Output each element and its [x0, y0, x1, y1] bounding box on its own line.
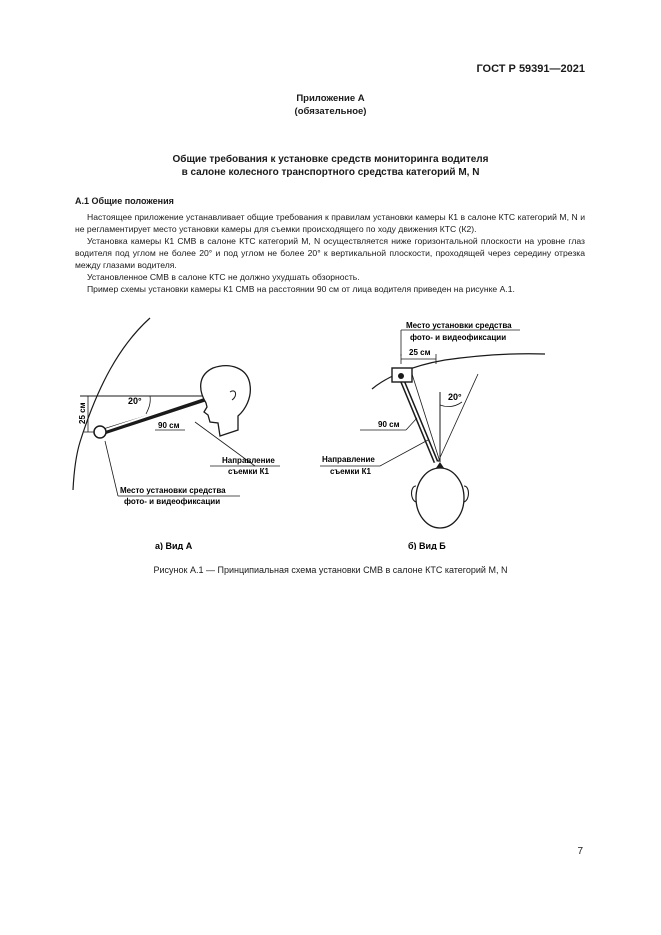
camera-lens-icon — [398, 373, 404, 379]
distance-label-a: 90 см — [158, 421, 180, 430]
right-ear-icon — [464, 486, 469, 502]
angle-label-a: 20° — [128, 396, 142, 406]
view-a — [73, 318, 280, 550]
distance-label-b: 90 см — [378, 420, 400, 429]
camera-sight-a — [101, 399, 205, 433]
figure-caption: Рисунок А.1 — Принципиальная схема установки СМВ в салоне КТС категорий M, N — [153, 565, 508, 575]
place-label-a-2: фото- и видеофиксации — [124, 497, 221, 506]
section-title: А.1 Общие положения — [75, 196, 174, 206]
place-label-b-1: Место установки средства — [406, 321, 512, 330]
paragraph: Установка камеры К1 СМВ в салоне КТС категорий M, N осуществляется ниже горизонтальной плоскости на уровне глаз водителя под углом не более 20° и под углом не более 20° к вертикальной плоскости, проходящей через середину отрезка между глазами водителя. — [75, 236, 585, 270]
angle-arc-a — [146, 396, 150, 414]
place-label-a-1: Место установки средства — [120, 486, 226, 495]
heading-line-2: в салоне колесного транспортного средства категорий M, N — [181, 167, 480, 178]
place-label-b-2: фото- и видеофиксации — [410, 333, 507, 342]
height-label-a: 25 см — [78, 402, 87, 424]
view-b-label: б) Вид Б — [408, 541, 446, 550]
driver-head-side — [201, 366, 251, 436]
view-a-label: а) Вид А — [155, 541, 193, 550]
paragraph: Установленное СМВ в салоне КТС не должно ухудшать обзорность. — [87, 272, 360, 282]
view-b — [320, 321, 545, 550]
section-body — [75, 211, 585, 295]
height-label-b: 25 см — [409, 348, 431, 357]
camera-a — [94, 426, 106, 438]
left-ear-icon — [412, 486, 417, 502]
heading-line-1: Общие требования к установке средств мониторинга водителя — [172, 154, 489, 165]
standard-number: ГОСТ Р 59391—2021 — [476, 63, 585, 75]
angle-arc-b — [440, 402, 462, 407]
driver-head-top — [416, 468, 464, 528]
annex-status: (обязательное) — [294, 106, 367, 117]
annex-title: Приложение А — [296, 93, 365, 104]
page-number: 7 — [577, 846, 583, 857]
angle-line-b — [438, 374, 478, 462]
paragraph: Пример схемы установки камеры К1 СМВ на расстоянии 90 см от лица водителя приведен на рисунке А.1. — [87, 284, 515, 294]
installation-diagram — [0, 300, 661, 550]
angle-label-b: 20° — [448, 392, 462, 402]
paragraph: Настоящее приложение устанавливает общие требования к правилам установки камеры К1 в салоне КТС категорий M, N и не регламентирует место установки камеры для съемки происходящего по ходу движения КТС (К2). — [75, 212, 585, 234]
direction-label-a-2: съемки К1 — [228, 467, 269, 476]
nose-icon — [436, 462, 444, 468]
direction-label-a-1: Направление — [222, 456, 275, 465]
direction-label-b-1: Направление — [322, 455, 375, 464]
direction-label-b-2: съемки К1 — [330, 467, 371, 476]
